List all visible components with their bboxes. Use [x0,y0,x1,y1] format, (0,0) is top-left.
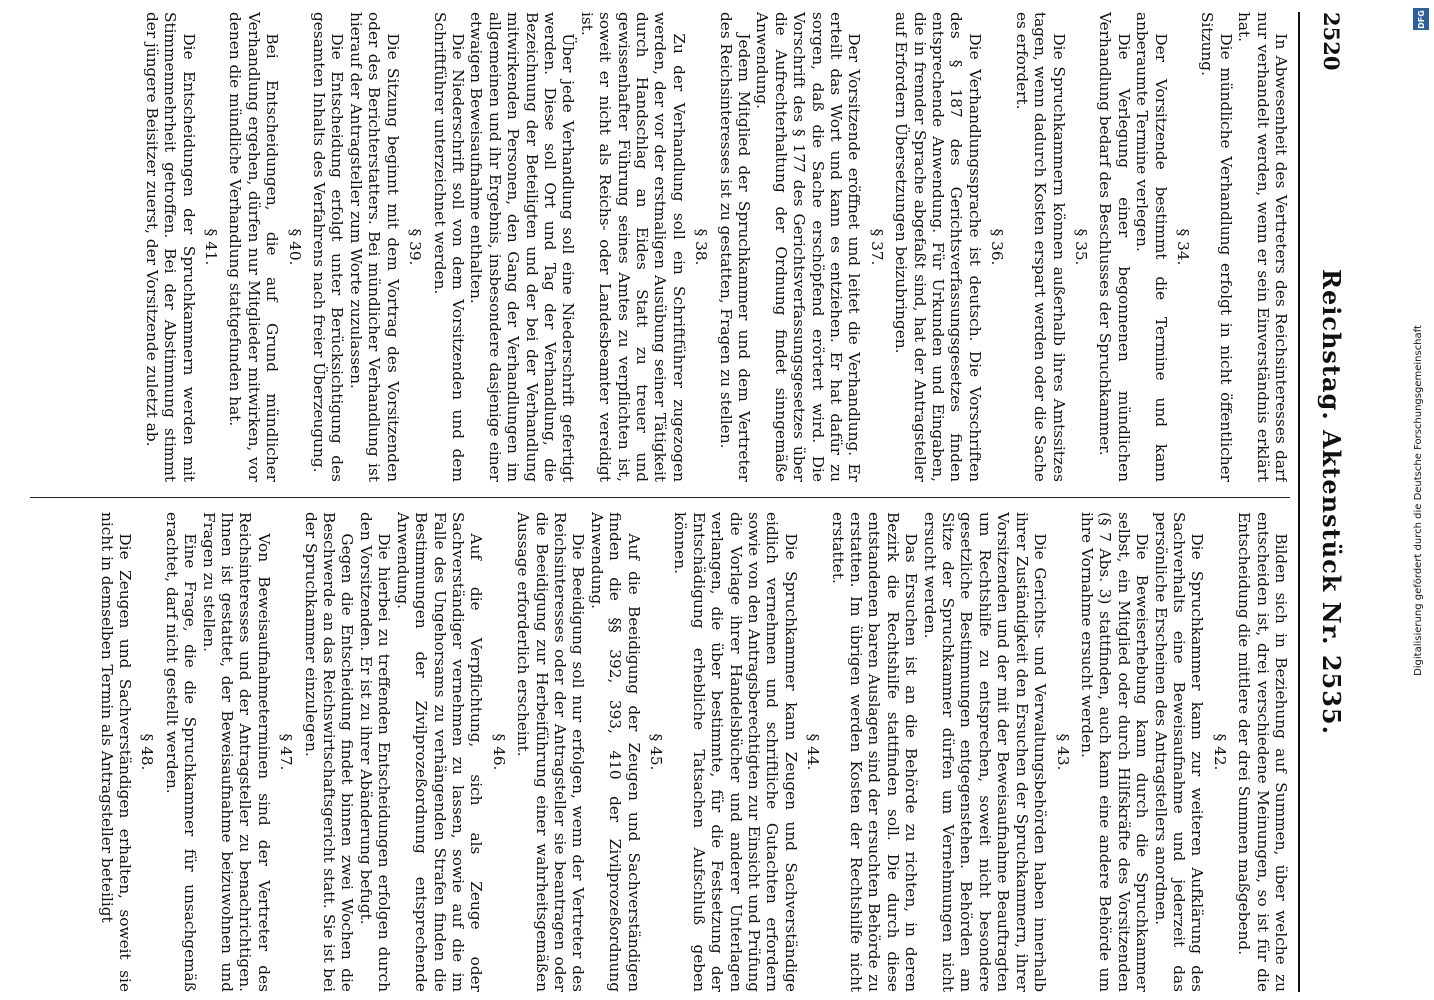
section-heading: § 36. [988,228,1007,266]
page-header [1298,12,1352,992]
section-heading: § 38. [692,228,711,266]
dfg-logo: DFG [1413,8,1429,30]
paragraph: Die mündliche Verhandlung erfolgt in nicht öffentlicher Sitzung. [1198,12,1235,482]
paragraph: Die Entscheidungen der Spruchkammern werden mit Stimmenmehrheit getroffen. Bei der Abstimmung stimmt der jüngere Beisitzer zuerst, der Vorsitzende zuletzt ab. [142,12,198,482]
section-heading: § 40. [285,228,304,266]
left-column [30,12,1290,482]
paragraph: Eine Frage, die die Spruchkammer für unsachgemäß erachtet, darf nicht gestellt werden. [162,512,200,992]
paragraph: Die Beeidigung soll nur erfolgen, wenn der Vertreter des Reichsinteresses oder der Antragsteller sie beantragen oder die Beeidigung zur Herbeiführung einer wahrheitsgemäßen Aussage erforderlich erscheint. [514,512,588,992]
section-heading: § 46. [489,733,508,771]
paragraph: Über jede Verhandlung soll eine Niederschrift gefertigt werden. Diese soll Ort und Tag der Verhandlung, die Bezeichnung der Beteiligten und der bei der Verhandlung mitwirkenden Personen, den Gang der Verhandlungen im allgemeinen und ihr Ergebnis, insbesondere dasjenige einer etwaigen Beweisaufnahme enthalten. [467,12,578,482]
section-heading: § 41. [202,228,221,266]
paragraph: Die Beweiserhebung kann durch die Spruchkammer selbst, ein Mitglied oder durch Hilfskräfte des Vorsitzenden (§ 7 Abs. 3) stattfinden, auch kann eine andere Behörde um ihre Vornahme ersucht werden. [1077,512,1152,992]
paragraph: Die Verhandlungssprache ist deutsch. Die Vorschriften des § 187 des Gerichtsverfassungsgesetzes finden entsprechende Anwendung. Für Urkunden und Eingaben, die in fremder Sprache abgefaßt sind, hat der Antragsteller auf Erfordern Übersetzungen beizubringen. [892,12,984,482]
page-title: Reichstag. Aktenstück Nr. 2535. [1317,269,1346,735]
paragraph: Auf die Beeidigung der Zeugen und Sachverständigen finden die §§ 392, 393, 410 der Zivilprozeßordnung Anwendung. [587,512,643,992]
paragraph: Die Entscheidung erfolgt unter Berücksichtigung des gesamten Inhalts des Verfahrens nach freier Überzeugung. [310,12,347,482]
section-heading: § 44. [804,733,823,771]
paragraph: Jedem Mitglied der Spruchkammer und dem Vertreter des Reichsinteresses ist zu gestatten, Fragen zu stellen. [716,12,754,482]
section-heading: § 42. [1210,733,1229,771]
paragraph: Die Verlegung einer begonnenen mündlichen Verhandlung bedarf des Beschlusses der Spruchkammer. [1096,12,1133,482]
paragraph: Bilden sich in Beziehung auf Summen, über welche zu entscheiden ist, drei verschiedene Meinungen, so ist für die Entscheidung die mittlere der drei Summen maßgebend. [1235,512,1290,992]
right-column [30,512,1290,992]
paragraph: In Abwesenheit des Vertreters des Reichsinteresses darf nur verhandelt werden, wenn er sein Einverständnis erklärt hat. [1235,12,1290,482]
paragraph: Die Spruchkammer kann Zeugen und Sachverständige eidlich vernehmen und schriftliche Gutachten erfordern sowie von den Antragsberechtigten zur Einsicht und Prüfung die Vorlage ihrer Handelsbücher und anderer Unterlagen verlangen, die über bestimmte, für die Festsetzung der Entschädigung erhebliche Tatsachen Aufschluß geben können. [671,512,800,992]
section-heading: § 39. [406,228,425,266]
paragraph: Zu der Verhandlung soll ein Schriftführer zugezogen werden, der vor der erstmaligen Ausübung seiner Tätigkeit durch Handschlag an Eides Statt zu treuer und gewissenhafter Führung seines Amtes zu verpflichten ist, soweit er nicht als Reichs- oder Landesbeamter vereidigt ist. [577,12,688,482]
paragraph: Die Spruchkammer kann zur weiteren Aufklärung des Sachverhalts eine Beweisaufnahme und jederzeit das persönliche Erscheinen des Antragstellers anordnen. [1151,512,1207,992]
section-heading: § 47. [277,733,296,771]
paragraph: Die Gerichts- und Verwaltungsbehörden haben innerhalb ihrer Zuständigkeit den Ersuchen der Spruchkammern, ihrer Vorsitzenden und der mit der Beweisaufnahme Beauftragten um Rechtshilfe zu entsprechen, soweit nicht besondere gesetzliche Bestimmungen entgegenstehen. Behörden am Sitze der Spruchkammer dürfen um Vernehmungen nicht ersucht werden. [920,512,1050,992]
section-heading: § 35. [1071,228,1090,266]
section-heading: § 45. [647,733,665,771]
paragraph: Der Vorsitzende bestimmt die Termine und kann anberaumte Termine verlegen. [1133,12,1170,482]
paragraph: Der Vorsitzende eröffnet und leitet die Verhandlung. Er erteilt das Wort und kann es entziehen. Er hat dafür zu sorgen, daß die Sache erschöpfend erörtert wird. Die Vorschrift des § 177 des Gerichtsverfassungsgesetzes über die Aufrechterhaltung der Ordnung findet sinngemäße Anwendung. [753,12,864,482]
paragraph: Die Niederschrift soll von dem Vorsitzenden und dem Schriftführer unterzeichnet werden. [430,12,467,482]
digitization-note-text: Digitalisierung gefördert durch die Deutsche Forschungsgemeinschaft [1412,324,1424,676]
digitization-note [1402,0,1434,1000]
paragraph: Die hierbei zu treffenden Entscheidungen erfolgen durch den Vorsitzenden. Er ist zu ihrer Abänderung befugt. [356,512,394,992]
paragraph: Auf die Verpflichtung, sich als Zeuge oder Sachverständiger vernehmen zu lassen, sowie auf die im Falle des Ungehorsams zu verhängenden Strafen finden die Bestimmungen der Zivilprozeßordnung entsprechende Anwendung. [393,512,486,992]
paragraph: Das Ersuchen ist an die Behörde zu richten, in deren Bezirk die Rechtshilfe stattfinden soll. Die durch diese entstandenen baren Auslagen sind der ersuchten Behörde zu erstatten. Im übrigen werden Kosten der Rechtshilfe nicht erstattet. [828,512,921,992]
paragraph: Die Spruchkammern können außerhalb ihres Amtssitzes tagen, wenn dadurch Kosten erspart werden oder die Sache es erfordert. [1012,12,1068,482]
paragraph: Gegen die Entscheidung findet binnen zwei Wochen die Beschwerde an das Reichswirtschaftsgericht statt. Sie ist bei der Spruchkammer einzulegen. [301,512,357,992]
page-number: 2520 [1319,12,1344,71]
paragraph: Die Sitzung beginnt mit dem Vortrag des Vorsitzenden oder des Berichterstatters. Bei mündlicher Verhandlung ist hierauf der Antragsteller zum Worte zuzulassen. [346,12,402,482]
paragraph: Die Zeugen und Sachverständigen erhalten, soweit sie nicht in demselben Termin als Antragsteller beteiligt [97,512,135,992]
document-page [22,12,1352,992]
section-heading: § 48. [138,733,157,771]
section-heading: § 37. [867,228,886,266]
section-heading: § 43. [1053,733,1072,771]
section-heading: § 34. [1173,228,1192,266]
paragraph: Bei Entscheidungen, die auf Grund mündlicher Verhandlung ergehen, dürfen nur Mitglieder mitwirken, vor denen die mündliche Verhandlung stattgefunden hat. [226,12,282,482]
paragraph: Von Beweisaufnahmeterminen sind der Vertreter des Reichsinteresses und der Antragsteller zu benachrichtigen. Ihnen ist gestattet, der Beweisaufnahme beizuwohnen und Fragen zu stellen. [199,512,273,992]
column-divider [30,497,1290,498]
